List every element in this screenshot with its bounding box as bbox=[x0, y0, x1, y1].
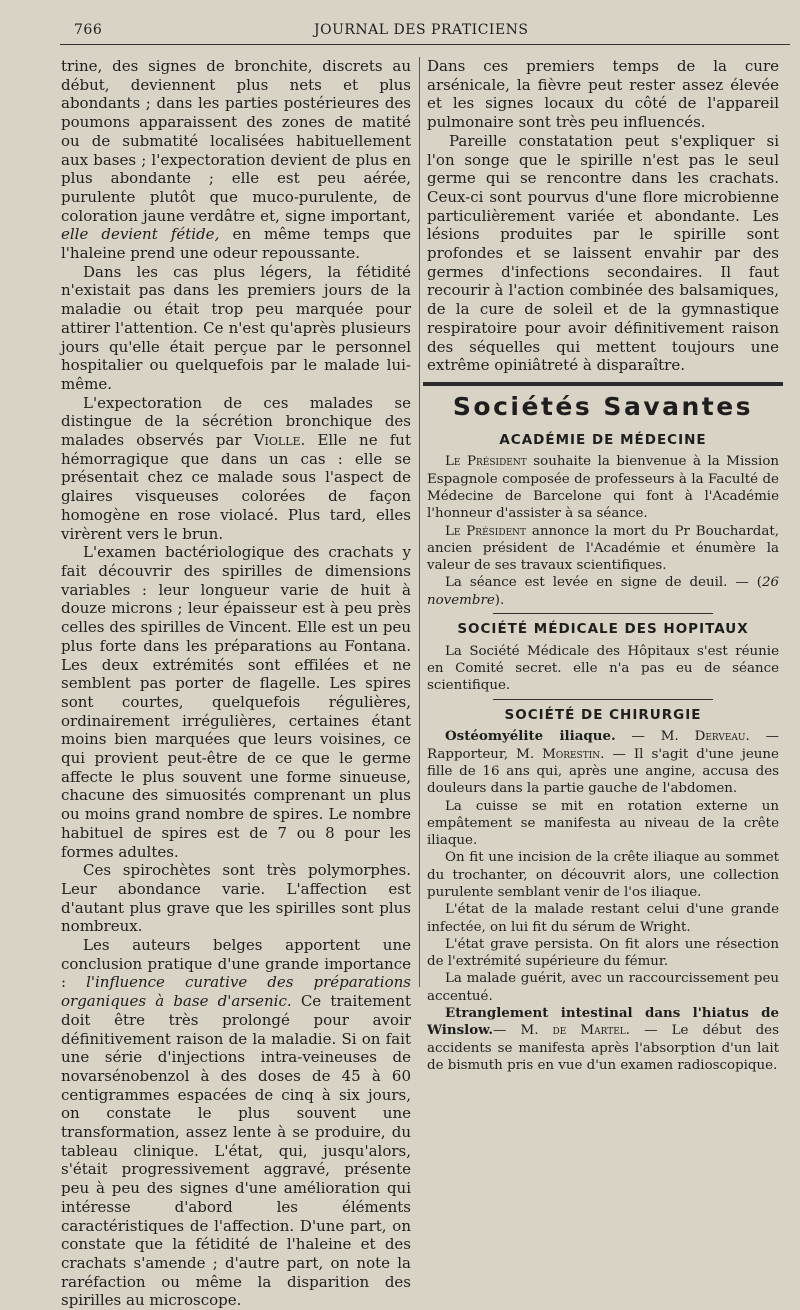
paragraph: trine, des signes de bronchite, discrets au début, deviennent plus nets et plus abondants ; dans les parties postérieures des poumons apparaissent des zones de matité ou de submatité localisées habituellement aux bases ; l'expectoration devient de plus en plus abondante ; elle est peu aérée, purulente plutôt que muco-purulente, de coloration jaune verdâtre et, signe important, elle devient fétide, en même temps que l'haleine prend une odeur repoussante. bbox=[61, 57, 411, 263]
paragraph: L'état de la malade restant celui d'une grande infectée, on lui fit du sérum de Wright. bbox=[427, 902, 779, 935]
right-column bbox=[427, 57, 779, 1074]
running-head bbox=[74, 20, 778, 42]
hopitaux-heading: SOCIÉTÉ MÉDICALE DES HOPITAUX bbox=[457, 621, 749, 638]
paragraph: L'expectoration de ces malades se distingue de la sécrétion bronchique des malades observés par Violle. Elle ne fut hémorragique que dans un cas : elle se présentait chez ce malade sous l'aspect de glaires visqueuses colorées de façon homogène en rose violacé. Plus tard, elles virèrent vers le brun. bbox=[61, 393, 411, 543]
paragraph: Etranglement intestinal dans l'hiatus de Winslow.— M. de Martel. — Le début des accidents se manifesta après l'absorption d'un lait de bismuth pris en vue d'un examen radioscopique. bbox=[427, 1005, 779, 1073]
paragraph: La séance est levée en signe de deuil. — (26 novembre). bbox=[427, 575, 779, 608]
paragraph: Pareille constatation peut s'expliquer si l'on songe que le spirille n'est pas le seul germe qui se rencontre dans les crachats. Ceux-ci sont pourvus d'une flore microbienne particulièrement variée et abondante. Les lésions produites par le spirille sont profondes et se laissent envahir par des germes d'infections secondaires. Il faut recourir à l'action combinée des balsamiques, de la cure de soleil et de la gymnastique respiratoire pour avoir définitivement raison des séquelles qui mettent toujours une extrême opiniâtreté à disparaître. bbox=[427, 131, 779, 375]
academie-heading: ACADÉMIE DE MÉDECINE bbox=[499, 431, 707, 448]
header-rule bbox=[60, 44, 790, 45]
article-continuation bbox=[427, 57, 779, 375]
divider bbox=[493, 699, 713, 700]
paragraph: Le Président annonce la mort du Pr Bouchardat, ancien président de l'Académie et énumère la valeur de ses travaux scientifiques. bbox=[427, 523, 779, 574]
paragraph: La Société Médicale des Hôpitaux s'est réunie en Comité secret. elle n'a pas eu de séance scientifique. bbox=[427, 643, 779, 694]
paragraph: Les auteurs belges apportent une conclusion pratique d'une grande importance : l'influence curative des préparations organiques à base d'arsenic. Ce traitement doit être très prolongé pour avoir définitivement raison de la maladie. Si on fait une série d'injections intra-veineuses de novarsénobenzol à des doses de 45 à 60 centigrammes espacées de cinq à six jours, on constate le plus souvent une transformation, assez lente à se produire, du tableau clinique. L'état, qui, jusqu'alors, s'était progressivement aggravé, présente peu à peu des signes d'une amélioration qui intéresse d'abord les éléments caractéristiques de l'affection. D'une part, on constate que la fétidité de l'haleine et des crachats s'amende ; d'autre part, on note la raréfaction ou même la disparition des spirilles au microscope. bbox=[61, 936, 411, 1310]
paragraph: Ces spirochètes sont très polymorphes. Leur abondance varie. L'affection est d'autant plus grave que les spirilles sont plus nombreux. bbox=[61, 861, 411, 936]
section-rule bbox=[423, 382, 783, 386]
left-column bbox=[61, 57, 411, 1310]
paragraph: L'état grave persista. On fit alors une résection de l'extrémité supérieure du fémur. bbox=[427, 936, 779, 970]
paragraph: On fit une incision de la crête iliaque au sommet du trochanter, on découvrit alors, une collection purulente semblant venir de l'os iliaque. bbox=[427, 850, 779, 900]
academie-section bbox=[427, 431, 779, 1075]
journal-title: JOURNAL DES PRATICIENS bbox=[314, 22, 529, 38]
column-separator bbox=[419, 57, 420, 987]
paragraph: Dans ces premiers temps de la cure arsénicale, la fièvre peut rester assez élevée et les signes locaux du côté de l'appareil pulmonaire sont très peu influencés. bbox=[427, 57, 779, 132]
paragraph: Dans les cas plus légers, la fétidité n'existait pas dans les premiers jours de la maladie ou était trop peu marquée pour attirer l'attention. Ce n'est qu'après plusieurs jours qu'elle était perçue par le personnel hospitalier ou quelquefois par le malade lui-même. bbox=[61, 262, 411, 393]
paragraph: Ostéomyélite iliaque. — M. Derveau. — Rapporteur, M. Morestin. — Il s'agit d'une jeune fille de 16 ans qui, après une angine, accusa des douleurs dans la partie gauche de l'abdomen. bbox=[427, 728, 780, 797]
page-number: 766 bbox=[74, 22, 103, 38]
paragraph: Le Président souhaite la bienvenue à la Mission Espagnole composée de professeurs à la Faculté de Médecine de Barcelone qui font à l'Académie l'honneur d'assister à sa séance. bbox=[427, 454, 780, 522]
divider bbox=[493, 613, 713, 614]
paragraph: La malade guérit, avec un raccourcissement peu accentué. bbox=[427, 971, 779, 1004]
paragraph: La cuisse se mit en rotation externe un empâtement se manifesta au niveau de la crête iliaque. bbox=[427, 798, 779, 849]
chirurgie-heading: SOCIÉTÉ DE CHIRURGIE bbox=[504, 706, 702, 723]
paragraph: L'examen bactériologique des crachats y fait découvrir des spirilles de dimensions variables : leur longueur varie de huit à douze microns ; leur épaisseur est à peu près celles des spirilles de Vincent. Elle est un peu plus forte dans les préparations au Fontana. Les deux extrémités sont effilées et ne semblent pas porter de flagelle. Les spires sont courtes, quelquefois régulières, ordinairement irrégulières, certaines étant moins bien marquées que leurs voisines, ce qui provient peut-être de ce que le germe affecte le plus souvent une forme sinueuse, chacune des simuosités comprenant un plus ou moins grand nombre de spires. Le nombre habituel de spires est de 7 ou 8 pour les formes adultes. bbox=[61, 543, 411, 861]
section-title: Sociétés Savantes bbox=[452, 391, 754, 421]
